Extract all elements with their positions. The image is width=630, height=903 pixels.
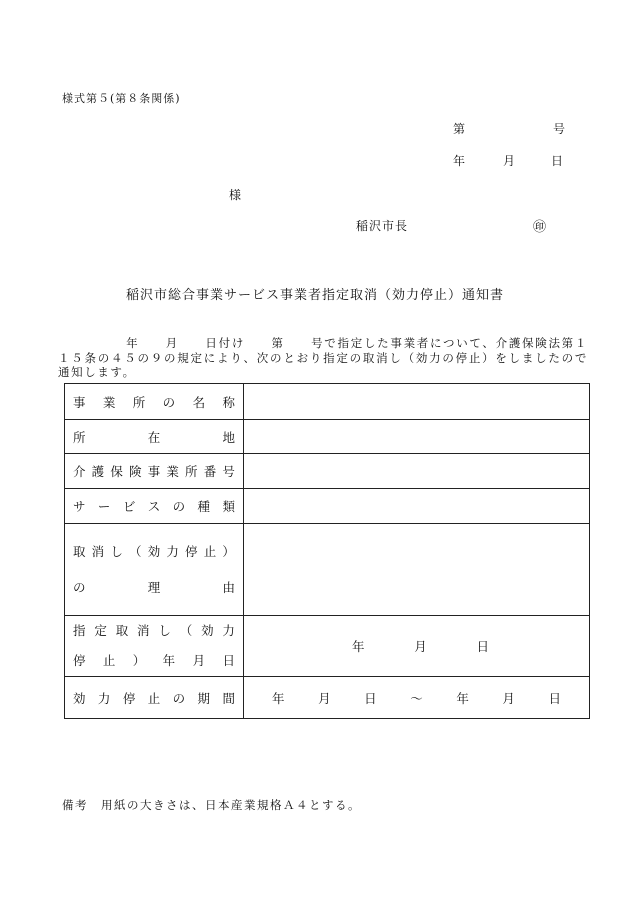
date-day: 日: [476, 639, 489, 654]
label-char: 止: [102, 653, 116, 668]
label-char: ス: [147, 499, 161, 514]
remarks-note: 備考 用紙の大きさは、日本産業規格Ａ４とする。: [62, 798, 361, 812]
label-char: 類: [222, 499, 235, 514]
label-char: 間: [222, 690, 235, 706]
table-row-suspension-period: [65, 677, 590, 719]
office-name-value: [244, 384, 590, 420]
label-char: 年: [162, 653, 176, 668]
intro-text: 年 月 日付け 第 号で指定した事業者について、介護保険法第１１５条の４５の９の規定により、次のとおり指定の取消し（効力の停止）をしましたので通知します。: [58, 336, 588, 379]
label-char: 由: [222, 579, 235, 595]
label-char: し: [158, 623, 171, 638]
intro-paragraph: [58, 336, 588, 380]
period-tilde: ～: [410, 690, 423, 706]
label-char: 理: [147, 579, 161, 595]
period-end-month: 月: [502, 690, 515, 706]
date-year-label: 年: [453, 154, 466, 168]
label-char: 介: [73, 464, 86, 479]
period-start-year: 年: [272, 690, 285, 706]
document-number-suffix: 号: [553, 122, 566, 136]
suspension-period-label: [65, 677, 244, 719]
label-char: 事: [73, 394, 86, 410]
label-char: 保: [110, 464, 123, 479]
label-char: 所: [73, 429, 86, 445]
label-char: ）: [222, 543, 235, 559]
form-number-label: 様式第５(第８条関係): [62, 92, 181, 105]
label-char: 停: [122, 690, 136, 706]
table-row-office-number: [65, 454, 590, 489]
label-char: の: [172, 499, 186, 514]
table-row-reason: [65, 524, 590, 616]
details-table: [64, 383, 590, 719]
period-end-year: 年: [456, 690, 469, 706]
label-char: 効: [201, 623, 214, 638]
label-char: 護: [91, 464, 105, 479]
table-row-address: [65, 420, 590, 454]
label-char: 地: [222, 429, 235, 445]
label-char: 所: [185, 464, 198, 479]
label-char: 力: [222, 623, 235, 638]
label-char: ）: [132, 653, 146, 668]
document-number-prefix: 第: [453, 122, 466, 136]
address-value: [244, 420, 590, 454]
period-end-day: 日: [548, 690, 561, 706]
cancel-date-value: [244, 616, 590, 677]
label-char: ー: [97, 499, 111, 514]
label-char: （: [179, 623, 193, 638]
label-char: 消: [137, 623, 150, 638]
label-char: 力: [166, 543, 179, 559]
label-char: 号: [222, 464, 235, 479]
period-start-month: 月: [318, 690, 331, 706]
label-char: し: [110, 543, 123, 559]
label-char: 取: [73, 543, 86, 559]
label-char: 力: [97, 690, 111, 706]
label-char: 月: [192, 653, 206, 668]
table-row-cancel-date: [65, 616, 590, 677]
table-row-service-type: [65, 489, 590, 524]
label-char: 険: [129, 464, 142, 479]
label-char: 種: [197, 499, 211, 514]
label-char: 期: [197, 690, 211, 706]
reason-value: [244, 524, 590, 616]
label-char: 指: [73, 623, 86, 638]
seal-mark: ㊞: [533, 220, 547, 235]
office-name-label: [65, 384, 244, 420]
label-char: 取: [115, 623, 129, 638]
label-char: ビ: [122, 499, 136, 514]
label-char: 業: [166, 464, 179, 479]
label-char: の: [73, 579, 86, 595]
date-year: 年: [352, 639, 365, 654]
table-row-office-name: [65, 384, 590, 420]
label-char: 止: [147, 690, 161, 706]
service-type-label: [65, 489, 244, 524]
label-char: 消: [91, 543, 105, 559]
label-char: 停: [185, 543, 198, 559]
label-char: サ: [73, 499, 86, 514]
label-char: 効: [147, 543, 161, 559]
period-start-day: 日: [364, 690, 377, 706]
label-char: の: [162, 394, 176, 410]
date-month: 月: [414, 639, 427, 654]
issuer-name: 稲沢市長: [356, 219, 409, 233]
label-char: 名: [192, 394, 206, 410]
office-number-value: [244, 454, 590, 489]
suspension-period-value: [244, 677, 590, 719]
service-type-value: [244, 489, 590, 524]
label-char: （: [129, 543, 142, 559]
date-month-label: 月: [503, 154, 516, 168]
label-char: 停: [73, 653, 86, 668]
reason-label: [65, 524, 244, 616]
label-char: 番: [203, 464, 217, 479]
addressee-suffix: 様: [229, 188, 242, 202]
cancel-date-label: [65, 616, 244, 677]
label-char: 在: [147, 429, 161, 445]
label-char: 所: [132, 394, 146, 410]
label-char: 称: [222, 394, 235, 410]
label-char: 止: [203, 543, 217, 559]
label-char: 業: [102, 394, 116, 410]
label-char: 定: [94, 623, 107, 638]
date-day-label: 日: [551, 154, 564, 168]
address-label: [65, 420, 244, 454]
label-char: 事: [147, 464, 161, 479]
label-char: 日: [222, 653, 235, 668]
label-char: 効: [73, 690, 86, 706]
label-char: の: [172, 690, 186, 706]
document-title: 稲沢市総合事業サービス事業者指定取消（効力停止）通知書: [125, 288, 504, 303]
office-number-label: [65, 454, 244, 489]
